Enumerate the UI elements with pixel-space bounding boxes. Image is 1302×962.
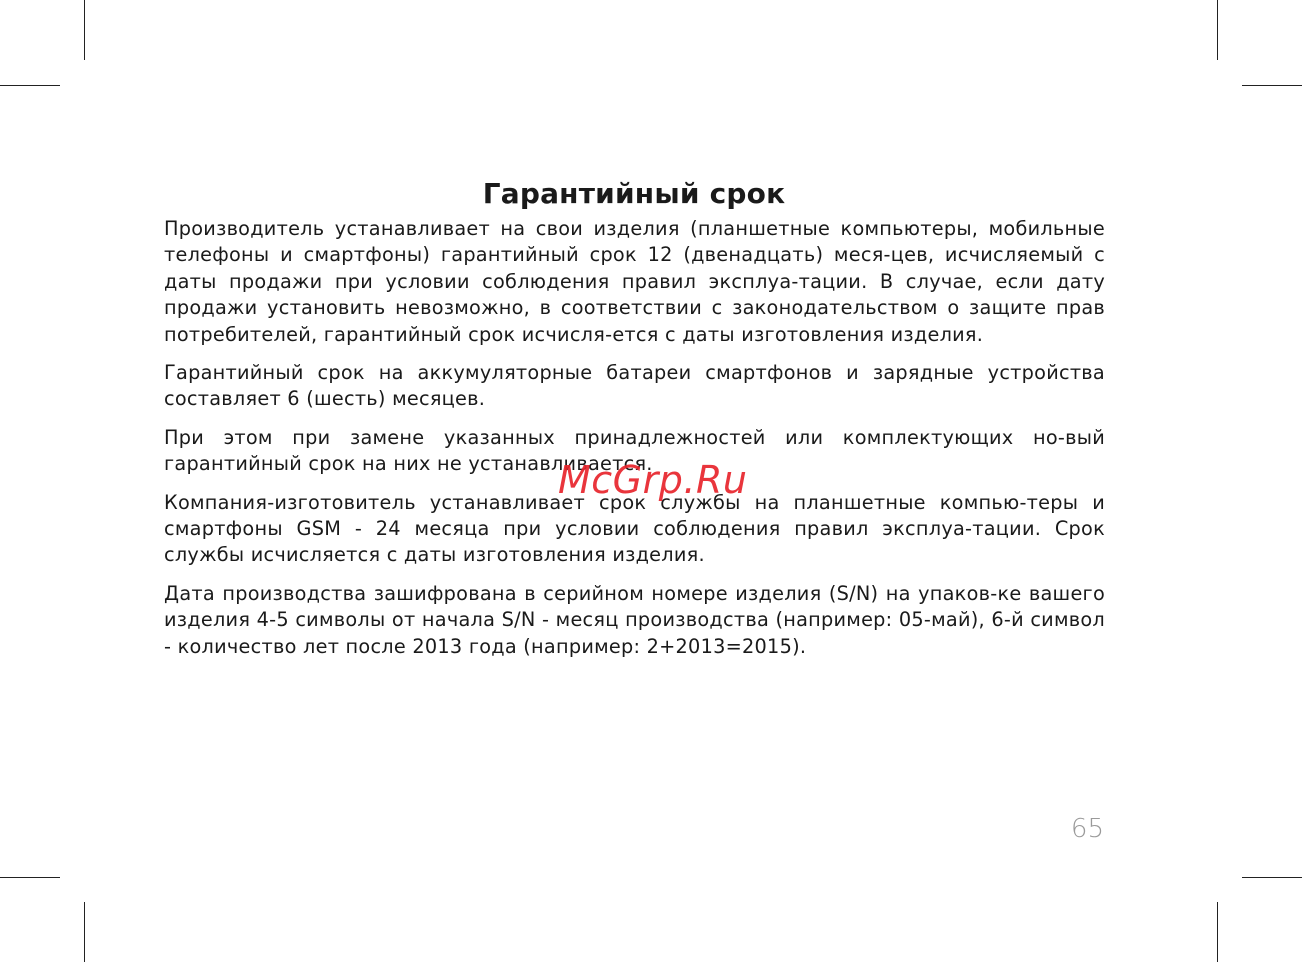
paragraph-service-life: Компания-изготовитель устанавливает срок службы на планшетные компью-теры и смартфоны GSM - 24 месяца при условии соблюдения правил эксплуа-тации. Срок службы исчисляется с даты изготовления изделия. [164,490,1105,567]
paragraph-production-date: Дата производства зашифрована в серийном номере изделия (S/N) на упаков-ке вашего изделия 4-5 символы от начала S/N - месяц производства (например: 05-май), 6-й символ - количество лет после 2013 года (например: 2+2013=2015). [164,581,1105,658]
crop-mark-top-right-vertical [1217,0,1218,60]
crop-mark-top-left-vertical [84,0,85,60]
watermark-logo: McGrp.Ru [558,458,748,502]
crop-mark-bottom-right-vertical [1217,902,1218,962]
page-number: 65 [1070,814,1104,844]
crop-mark-bottom-left-vertical [84,902,85,962]
paragraph-battery-warranty: Гарантийный срок на аккумуляторные батареи смартфонов и зарядные устройства составляет 6 (шесть) месяцев. [164,361,1105,411]
page-title: Гарантийный срок [482,176,786,210]
crop-mark-top-left-horizontal [0,85,60,86]
paragraph-replacement-note: При этом при замене указанных принадлежностей или комплектующих но-вый гарантийный срок на них не устанавливается. [164,425,1105,476]
crop-mark-top-right-horizontal [1242,85,1302,86]
document-body [164,216,1105,672]
crop-mark-bottom-left-horizontal [0,877,60,878]
paragraph-warranty-period: Производитель устанавливает на свои изделия (планшетные компьютеры, мобильные телефоны и смартфоны) гарантийный срок 12 (двенадцать) меся-цев, исчисляемый с даты продажи при условии соблюдения правил эксплуа-тации. В случае, если дату продажи установить невозможно, в соответствии с законодательством о защите прав потребителей, гарантийный срок исчисля-ется с даты изготовления изделия. [164,217,1105,346]
crop-mark-bottom-right-horizontal [1242,877,1302,878]
